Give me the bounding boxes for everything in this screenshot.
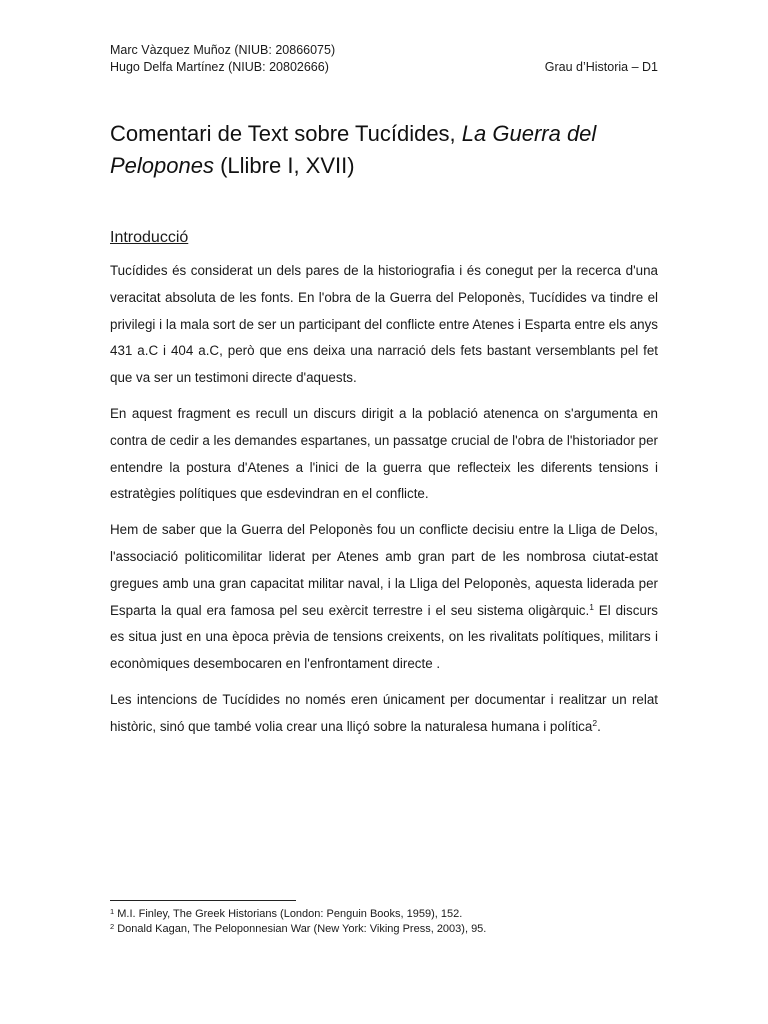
footnote-1-text: M.I. Finley, The Greek Historians (London: Penguin Books, 1959), 152. [114, 908, 463, 920]
document-body [110, 258, 658, 750]
course-label: Grau d’Historia – D1 [544, 60, 658, 74]
footnote-2-text: Donald Kagan, The Peloponnesian War (New York: Viking Press, 2003), 95. [114, 922, 487, 935]
footnote-ref-2[interactable]: 2 [592, 717, 598, 728]
footnote-1 [110, 907, 658, 922]
footnote-2-number: 2 [110, 921, 115, 931]
paragraph-3-text-a: Hem de saber que la Guerra del Peloponès fou un conflicte decisiu entre la Lliga de Delos, l'associació politicomilitar liderat per Atenes amb gran part de les nombrosa ciutat-estat gregues amb una gran capacitat militar naval, i la Lliga del Peloponès, aquesta liderada per Esparta la qual era famosa pel seu exèrcit terrestre i el seu sistema oligàrquic. [110, 522, 658, 618]
title-part-1: Comentari de Text sobre Tucídides, [110, 121, 462, 146]
title-italic: La Guerra del Pelopones [110, 121, 597, 178]
paragraph-2: En aquest fragment es recull un discurs dirigit a la població atenenca on s'argumenta en contra de cedir a les demandes espartanes, un passatge crucial de l'obra de l'historiador per entendre la postura d'Atenes a l'inici de la guerra que reflecteix les diferents tensions i estratègies polítiques que esdevindran en el conflicte. [110, 405, 658, 502]
footnote-ref-1[interactable]: 1 [589, 601, 594, 612]
section-heading: Introducció [110, 229, 189, 246]
page-header [110, 42, 658, 76]
footnote-2 [110, 922, 658, 937]
document-title [110, 118, 662, 182]
paragraph-4 [110, 687, 658, 741]
header-line-2 [110, 59, 658, 76]
paragraph-4-text: Les intencions de Tucídides no només eren únicament per documentar i realitzar un relat històric, sinó que també volia crear una lliçó sobre la naturalesa humana i política [110, 691, 658, 734]
author-1: Marc Vàzquez Muñoz (NIUB: 20866075) [110, 43, 336, 57]
paragraph-4-end: . [597, 718, 601, 734]
paragraph-3 [110, 517, 658, 678]
footnote-separator [110, 900, 296, 901]
footnotes [110, 907, 658, 936]
title-part-2: (Llibre I, XVII) [213, 153, 355, 178]
footnote-1-number: 1 [110, 907, 115, 916]
paragraph-1: Tucídides és considerat un dels pares de la historiografia i és conegut per la recerca d'una veracitat absoluta de les fonts. En l'obra de la Guerra del Peloponès, Tucídides va tindre el privilegi i la mala sort de ser un participant del conflicte entre Atenes i Esparta entre els anys 431 a.C i 404 a.C, però que ens deixa una narració dels fets bastant versemblants pel fet que va ser un testimoni directe d'aquests. [110, 263, 658, 386]
author-2: Hugo Delfa Martínez (NIUB: 20802666) [110, 60, 329, 74]
paragraph-3-text-b: El discurs es situa just en una època prèvia de tensions creixents, on les rivalitats polítiques, militars i econòmiques desembocaren en l'enfrontament directe . [110, 602, 658, 672]
header-line-1 [110, 42, 658, 59]
